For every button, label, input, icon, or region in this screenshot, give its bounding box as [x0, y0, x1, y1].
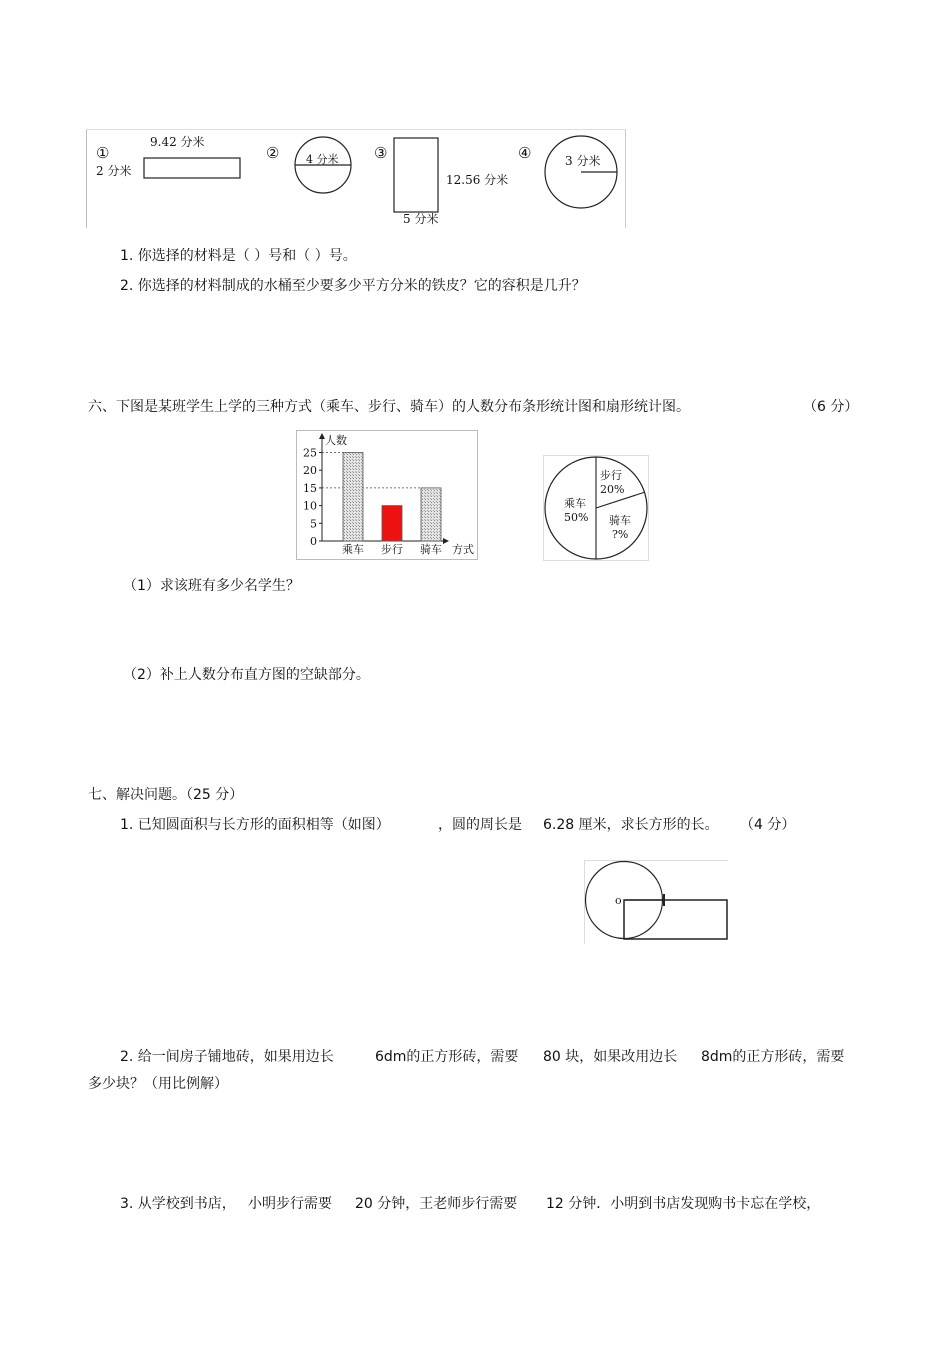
problem-1-score: （4 分） [740, 817, 796, 833]
bar-category-label: 步行 [381, 543, 403, 556]
bar-category-label: 乘车 [342, 543, 364, 556]
material-4-radius-label: 3 分米 [565, 154, 601, 168]
material-1-width: 2 分米 [96, 164, 132, 178]
pie-value-walk: 20% [600, 483, 625, 496]
material-4-number: ④ [518, 144, 532, 162]
bar-3 [421, 488, 441, 541]
problem-2-line-2: 多少块？（用比例解） [88, 1076, 228, 1092]
pie-chart [543, 455, 649, 561]
pie-value-bike: ?% [612, 528, 629, 541]
problem-1-part-b: ，圆的周长是 [438, 817, 522, 833]
figure-rectangle [624, 900, 727, 939]
bar-chart-x-arrow [443, 538, 449, 544]
pie-chart-svg [543, 455, 649, 561]
pie-label-bus: 乘车 [564, 497, 586, 510]
material-3-number: ③ [374, 144, 388, 162]
bar-chart-x-label: 方式 [452, 543, 474, 556]
problem-3-part-d: 12 分钟．小明到书店发现购书卡忘在学校， [546, 1196, 821, 1212]
material-2-number: ② [266, 144, 280, 162]
material-1-number: ① [96, 144, 110, 162]
bar-y-tick-label: 15 [303, 481, 317, 495]
section5-question-1: 1. 你选择的材料是（ ）号和（ ）号。 [120, 248, 357, 264]
problem-2-part-b: 6dm的正方形砖，需要 [375, 1049, 519, 1065]
pie-value-bus: 50% [564, 511, 589, 524]
material-3-height: 12.56 分米 [446, 173, 509, 187]
bar-category-label: 骑车 [420, 543, 442, 556]
bar-y-tick-label: 10 [303, 499, 317, 513]
problem-1-part-c: 6.28 厘米，求长方形的长。 [543, 817, 719, 833]
section6-score: （6 分） [803, 399, 859, 415]
problem-3-part-b: 小明步行需要 [248, 1196, 332, 1212]
material-2-diameter-label: 4 分米 [306, 153, 339, 166]
bar-y-tick-label: 20 [303, 464, 317, 478]
problem-3-part-c: 20 分钟，王老师步行需要 [355, 1196, 518, 1212]
bar-1 [343, 453, 363, 542]
material-1-length: 9.42 分米 [150, 135, 205, 149]
bar-y-tick-label: 0 [310, 535, 317, 548]
pie-label-walk: 步行 [600, 469, 622, 482]
circle-rectangle-svg [584, 860, 730, 944]
bar-chart [296, 430, 478, 560]
pie-label-bike: 骑车 [609, 514, 631, 527]
material-1-rectangle [144, 158, 240, 178]
materials-figure-svg [86, 128, 628, 230]
section5-question-2: 2. 你选择的材料制成的水桶至少要多少平方分米的铁皮？它的容积是几升？ [120, 278, 586, 294]
problem-1-part-a: 1. 已知圆面积与长方形的面积相等（如图） [120, 817, 390, 833]
section6-question-1: （1）求该班有多少名学生？ [123, 578, 300, 594]
problem-2-part-a: 2. 给一间房子铺地砖，如果用边长 [120, 1049, 334, 1065]
bar-chart-y-label: 人数 [325, 434, 347, 447]
section6-title: 六、下图是某班学生上学的三种方式（乘车、步行、骑车）的人数分布条形统计图和扇形统计图。 [88, 399, 690, 415]
material-3-rectangle [394, 138, 438, 212]
problem-2-part-c: 80 块，如果改用边长 [543, 1049, 678, 1065]
section7-title: 七、解决问题。（25 分） [88, 787, 244, 803]
figure-center-label: o [615, 894, 622, 907]
materials-figure [86, 128, 628, 230]
problem-3-part-a: 3. 从学校到书店， [120, 1196, 236, 1212]
problem-2-part-d: 8dm的正方形砖，需要 [701, 1049, 845, 1065]
section6-question-2: （2）补上人数分布直方图的空缺部分。 [123, 667, 370, 683]
bar-2 [382, 506, 402, 541]
circle-rectangle-figure [584, 860, 730, 944]
bar-y-tick-label: 5 [310, 517, 317, 531]
material-3-width: 5 分米 [403, 212, 439, 226]
bar-chart-svg [296, 430, 478, 560]
bar-y-tick-label: 25 [303, 446, 317, 460]
